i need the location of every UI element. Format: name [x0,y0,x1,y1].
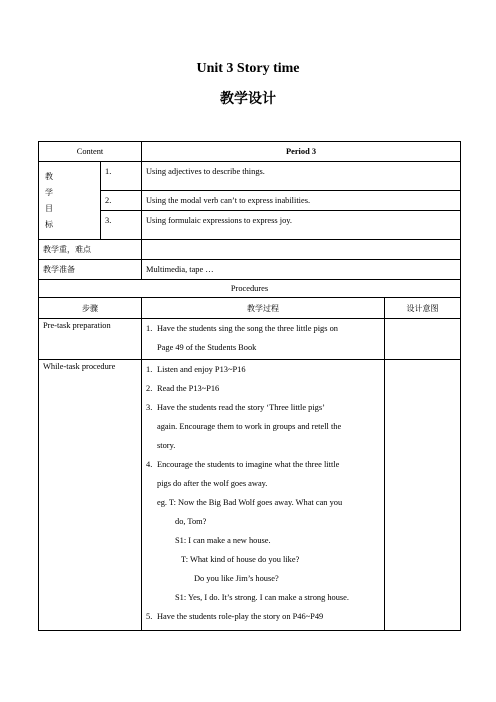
document-subtitle: 教学设计 [220,91,276,107]
column-header-row [39,298,461,319]
document-title: Unit 3 Story time [196,61,300,76]
key-points-value [142,240,461,260]
lesson-plan-table [38,141,461,631]
objective-number: 3. [101,211,142,240]
step-name: Pre-task preparation [39,319,142,360]
process-column-header: 教学过程 [142,298,385,319]
step-row [39,319,461,360]
intent-column-header: 设计意图 [385,298,461,319]
step-row [39,360,461,631]
objective-text: Using the modal verb can’t to express inabilities. [142,191,461,211]
objective-number: 1. [101,162,142,191]
step-name: While-task procedure [39,360,142,631]
content-label: Content [39,142,142,162]
step-process: 1. Have the students sing the song the three little pigs on Page 49 of the Students Book [142,319,385,360]
objective-row [39,162,461,191]
header-row [39,142,461,162]
objective-row [39,211,461,240]
step-intent [385,360,461,631]
preparation-row [39,260,461,280]
objective-text: Using formulaic expressions to express joy. [142,211,461,240]
step-column-header: 步骤 [39,298,142,319]
period-label: Period 3 [142,142,461,162]
objective-text: Using adjectives to describe things. [142,162,461,191]
objective-number: 2. [101,191,142,211]
procedures-label: Procedures [39,280,461,298]
step-process: 1. Listen and enjoy P13~P16 2. Read the P13~P16 3. Have the students read the story ‘Three little pigs’ again. Encourage them to work in groups and retell the story. 4. Encourage the students to imagine what the three little pigs do after the wolf goes away. eg. T: Now the Big Bad Wolf goes away. What can you do, Tom? S1: I can make a new house. T: What kind of house do you like? Do you like Jim’s house? S1: Yes, I do. It’s strong. I can make a strong house. 5. Have the students role-play the story on P46~P49 [142,360,385,631]
key-points-label: 教学重，难点 [39,240,142,260]
key-points-row [39,240,461,260]
objectives-label: 教 学 目 标 [39,162,101,240]
objective-row [39,191,461,211]
preparation-value: Multimedia, tape … [142,260,461,280]
preparation-label: 教学准备 [39,260,142,280]
step-intent [385,319,461,360]
procedures-row [39,280,461,298]
